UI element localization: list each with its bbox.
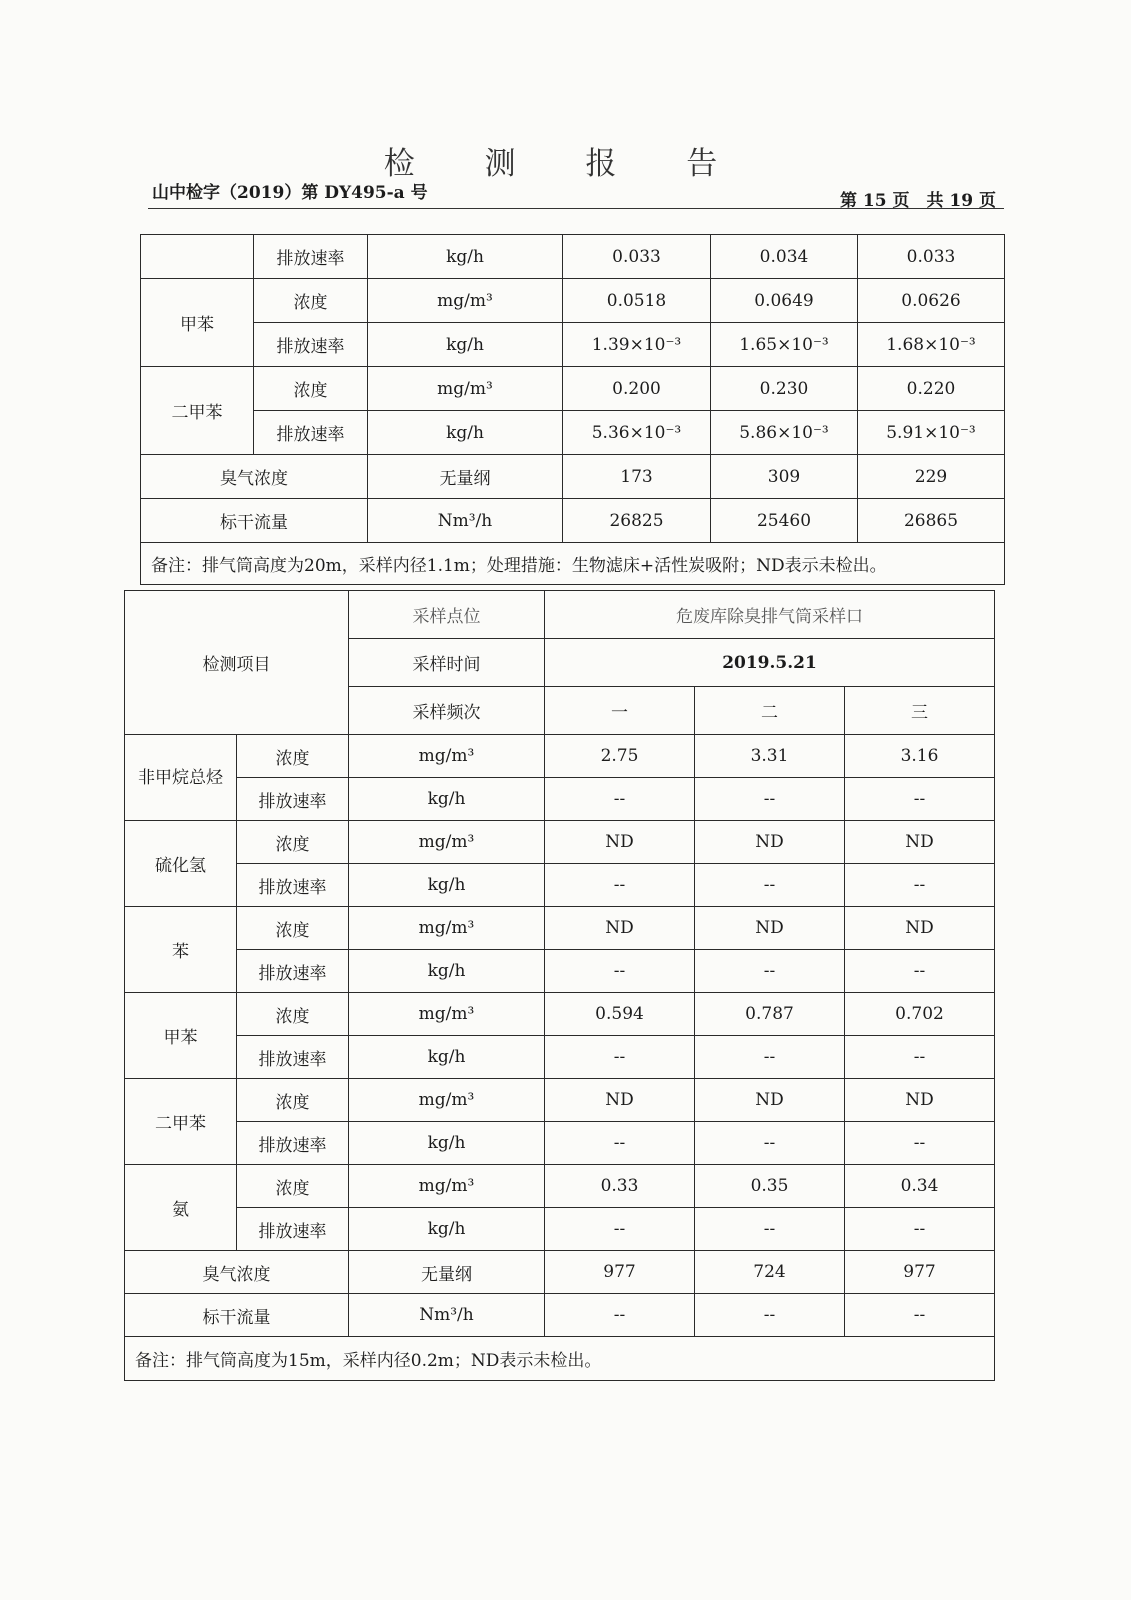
value-cell: -- — [845, 864, 995, 907]
value-cell: -- — [545, 1208, 695, 1251]
point-value-cell: 危废库除臭排气筒采样口 — [545, 591, 995, 639]
unit-cell: kg/h — [349, 1122, 545, 1165]
metric-cell: 浓度 — [237, 821, 349, 864]
unit-cell: mg/m³ — [349, 907, 545, 950]
freq-cell: 二 — [695, 687, 845, 735]
value-cell: 1.65×10⁻³ — [711, 323, 858, 367]
unit-cell: 无量纲 — [368, 455, 563, 499]
unit-cell: kg/h — [349, 1208, 545, 1251]
value-cell: 26865 — [858, 499, 1005, 543]
item-cell: 二甲苯 — [125, 1079, 237, 1165]
unit-cell: mg/m³ — [349, 821, 545, 864]
unit-cell: mg/m³ — [349, 993, 545, 1036]
value-cell: 0.230 — [711, 367, 858, 411]
value-cell: ND — [545, 821, 695, 864]
item-cell: 甲苯 — [125, 993, 237, 1079]
unit-cell: mg/m³ — [349, 1165, 545, 1208]
value-cell: -- — [545, 778, 695, 821]
value-cell: -- — [695, 1036, 845, 1079]
value-cell: -- — [545, 1294, 695, 1337]
metric-cell: 排放速率 — [237, 778, 349, 821]
value-cell: 2.75 — [545, 735, 695, 778]
table-row — [125, 591, 995, 639]
value-cell: 0.33 — [545, 1165, 695, 1208]
item-cell: 标干流量 — [141, 499, 368, 543]
value-cell: ND — [545, 907, 695, 950]
unit-cell: Nm³/h — [368, 499, 563, 543]
table-row — [125, 1165, 995, 1208]
value-cell: 5.91×10⁻³ — [858, 411, 1005, 455]
table-row — [125, 1294, 995, 1337]
freq-cell: 三 — [845, 687, 995, 735]
item-cell: 苯 — [125, 907, 237, 993]
item-cell: 硫化氢 — [125, 821, 237, 907]
metric-cell: 排放速率 — [254, 323, 368, 367]
value-cell: 0.34 — [845, 1165, 995, 1208]
table-row — [141, 499, 1005, 543]
item-cell: 臭气浓度 — [141, 455, 368, 499]
unit-cell: kg/h — [349, 950, 545, 993]
value-cell: 0.594 — [545, 993, 695, 1036]
item-header-cell: 检测项目 — [125, 591, 349, 735]
point-label-cell: 采样点位 — [349, 591, 545, 639]
table-row — [141, 543, 1005, 585]
table-row — [125, 821, 995, 864]
metric-cell: 浓度 — [237, 907, 349, 950]
value-cell: -- — [695, 1122, 845, 1165]
table-row — [125, 1337, 995, 1381]
value-cell: 173 — [563, 455, 711, 499]
freq-cell: 一 — [545, 687, 695, 735]
metric-cell: 浓度 — [237, 735, 349, 778]
value-cell: 0.033 — [858, 235, 1005, 279]
table-row — [141, 235, 1005, 279]
value-cell: 0.220 — [858, 367, 1005, 411]
table-row — [141, 323, 1005, 367]
metric-cell: 浓度 — [254, 279, 368, 323]
value-cell: 0.0649 — [711, 279, 858, 323]
metric-cell: 排放速率 — [237, 950, 349, 993]
report-title: 检 测 报 告 — [383, 146, 748, 182]
time-label-cell: 采样时间 — [349, 639, 545, 687]
unit-cell: kg/h — [368, 235, 563, 279]
value-cell: -- — [845, 1122, 995, 1165]
unit-cell: kg/h — [349, 778, 545, 821]
metric-cell: 浓度 — [237, 993, 349, 1036]
value-cell: 1.39×10⁻³ — [563, 323, 711, 367]
value-cell: 0.033 — [563, 235, 711, 279]
item-cell: 非甲烷总烃 — [125, 735, 237, 821]
value-cell: ND — [845, 907, 995, 950]
value-cell: 25460 — [711, 499, 858, 543]
value-cell: 5.36×10⁻³ — [563, 411, 711, 455]
value-cell: -- — [845, 1036, 995, 1079]
unit-cell: kg/h — [349, 1036, 545, 1079]
page-indicator: 第 15 页 共 19 页 — [840, 191, 996, 211]
value-cell: 229 — [858, 455, 1005, 499]
table-row — [125, 907, 995, 950]
table-row — [125, 735, 995, 778]
value-cell: ND — [695, 907, 845, 950]
metric-cell: 浓度 — [237, 1079, 349, 1122]
table-row — [125, 993, 995, 1036]
table-row — [125, 1208, 995, 1251]
value-cell: -- — [695, 1294, 845, 1337]
value-cell: -- — [545, 864, 695, 907]
value-cell: -- — [845, 778, 995, 821]
value-cell: 977 — [545, 1251, 695, 1294]
value-cell: -- — [695, 950, 845, 993]
time-value-cell: 2019.5.21 — [545, 639, 995, 687]
value-cell: 977 — [845, 1251, 995, 1294]
value-cell: 3.16 — [845, 735, 995, 778]
value-cell: 724 — [695, 1251, 845, 1294]
unit-cell: mg/m³ — [349, 1079, 545, 1122]
value-cell: 0.787 — [695, 993, 845, 1036]
unit-cell: 无量纲 — [349, 1251, 545, 1294]
table-row — [125, 1079, 995, 1122]
value-cell: -- — [695, 1208, 845, 1251]
table-note: 备注：排气筒高度为15m，采样内径0.2m；ND表示未检出。 — [125, 1337, 995, 1381]
metric-cell: 排放速率 — [237, 864, 349, 907]
table-row — [141, 367, 1005, 411]
report-number: 山中检字（2019）第 DY495-a 号 — [152, 183, 428, 203]
unit-cell: kg/h — [368, 411, 563, 455]
header-rule — [148, 208, 1004, 209]
value-cell: -- — [545, 1036, 695, 1079]
value-cell: ND — [545, 1079, 695, 1122]
unit-cell: mg/m³ — [368, 367, 563, 411]
table-row — [141, 455, 1005, 499]
value-cell: -- — [845, 1294, 995, 1337]
value-cell: 309 — [711, 455, 858, 499]
value-cell: -- — [695, 778, 845, 821]
table-note: 备注：排气筒高度为20m，采样内径1.1m；处理措施：生物滤床+活性炭吸附；ND表示未检出。 — [141, 543, 1005, 585]
metric-cell: 浓度 — [237, 1165, 349, 1208]
metric-cell: 排放速率 — [237, 1208, 349, 1251]
unit-cell: kg/h — [349, 864, 545, 907]
value-cell: ND — [845, 1079, 995, 1122]
item-cell: 氨 — [125, 1165, 237, 1251]
value-cell: 0.034 — [711, 235, 858, 279]
value-cell: -- — [545, 1122, 695, 1165]
metric-cell: 排放速率 — [254, 235, 368, 279]
value-cell: -- — [695, 864, 845, 907]
value-cell: 1.68×10⁻³ — [858, 323, 1005, 367]
unit-cell: kg/h — [368, 323, 563, 367]
unit-cell: mg/m³ — [368, 279, 563, 323]
metric-cell: 排放速率 — [237, 1122, 349, 1165]
results-table-1 — [140, 234, 1005, 585]
table-row — [125, 1251, 995, 1294]
unit-cell: Nm³/h — [349, 1294, 545, 1337]
value-cell: 0.702 — [845, 993, 995, 1036]
item-cell: 二甲苯 — [141, 367, 254, 455]
item-cell: 臭气浓度 — [125, 1251, 349, 1294]
freq-label-cell: 采样频次 — [349, 687, 545, 735]
table-row — [125, 950, 995, 993]
unit-cell: mg/m³ — [349, 735, 545, 778]
metric-cell: 排放速率 — [237, 1036, 349, 1079]
table-row — [141, 411, 1005, 455]
item-cell: 甲苯 — [141, 279, 254, 367]
value-cell: 0.200 — [563, 367, 711, 411]
value-cell: -- — [545, 950, 695, 993]
value-cell: -- — [845, 1208, 995, 1251]
value-cell: 5.86×10⁻³ — [711, 411, 858, 455]
value-cell: ND — [695, 1079, 845, 1122]
value-cell: 0.0626 — [858, 279, 1005, 323]
value-cell: 26825 — [563, 499, 711, 543]
table-row — [125, 1122, 995, 1165]
table-row — [141, 279, 1005, 323]
table-row — [125, 864, 995, 907]
value-cell: 3.31 — [695, 735, 845, 778]
table-row — [125, 778, 995, 821]
value-cell: ND — [695, 821, 845, 864]
results-table-2 — [124, 590, 995, 1381]
value-cell: -- — [845, 950, 995, 993]
item-cell: 标干流量 — [125, 1294, 349, 1337]
value-cell: 0.35 — [695, 1165, 845, 1208]
item-cell — [141, 235, 254, 279]
value-cell: ND — [845, 821, 995, 864]
table-row — [125, 1036, 995, 1079]
metric-cell: 浓度 — [254, 367, 368, 411]
value-cell: 0.0518 — [563, 279, 711, 323]
metric-cell: 排放速率 — [254, 411, 368, 455]
